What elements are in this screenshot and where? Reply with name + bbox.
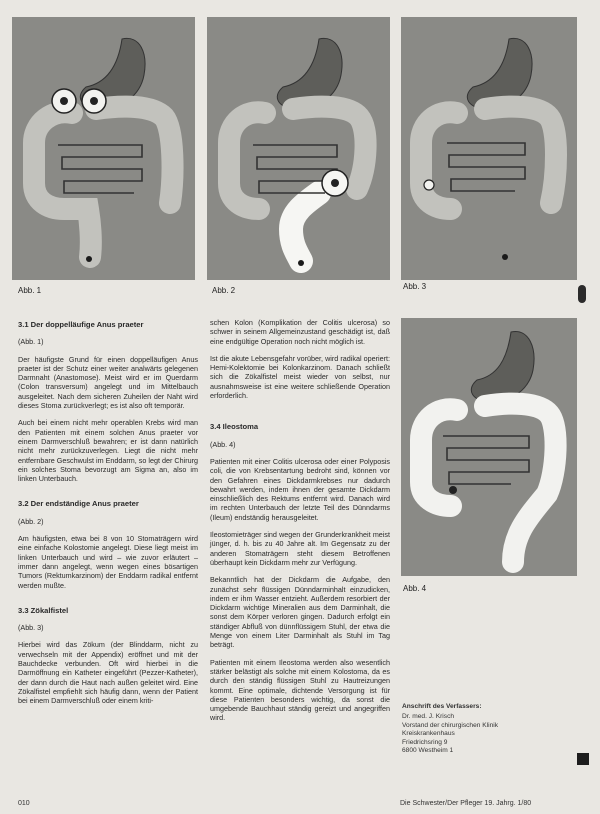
paragraph: Der häufigste Grund für einen doppelläufigen Anus praeter ist der Schutz einer weiter analwärts gelegenen Darmnaht (Anastomose). Meist wird er im Querdarm (Colon transversum) angelegt und im Mittelbauch ausgeleitet. Nach dem sicheren Zuheilen der Naht wird dieses Stoma zurückverlegt; es ist also oft temporär. [18,354,198,411]
author-line: Vorstand der chirurgischen Klinik [402,721,499,729]
author-line: Dr. med. J. Krisch [402,713,455,721]
paragraph: Ileostomieträger sind wegen der Grunderkrankheit meist jünger, d. h. bis zu 40 Jahre alt. Im Gegensatz zu der anderen Stomaträgern steht diesem Betroffenen überhaupt kein Dickdarm mehr zur Verfügung. [210,530,390,567]
section-heading: 3.4 Ileostoma [210,422,259,432]
paragraph: Hierbei wird das Zökum (der Blinddarm, nicht zu verwechseln mit der Appendix) eröffnet und mit der Bauchdecke verbunden. Oft wird hierbei in die Darmöffnung ein Katheter eingeführt (Pezzer-Katheter), der dann durch die Haut nach außen geleitet wird. Eine Zökalfistel empfiehlt sich häufig dann, wenn der Patient bei einem Darmverschluß oder einem kriti- [18,640,198,706]
figure-1-anus-praeter-double [12,17,195,280]
intestine-illustration [401,318,577,576]
section-3-4 [210,422,390,722]
paragraph: Bekanntlich hat der Dickdarm die Aufgabe, den zunächst sehr flüssigen Dünndarminhalt einzudicken, indem er ihm Wasser entzieht. Außerdem resorbiert der Dickdarm wichtige Mineralien aus dem Darminhalt, die sonst dem Körper verloren gingen. Dadurch erfolgt ein ständiger Abfluß von dünnflüssigem Stuhl, der etwa die Menge von einem Liter Darminhalt als Stuhl im Tag beträgt. [210,575,390,650]
intestine-illustration [12,17,195,280]
section-3-3 [18,606,198,706]
author-line: Kreiskrankenhaus [402,730,455,738]
author-title: Anschrift des Verfassers: [402,703,482,710]
intestine-illustration [401,17,577,280]
figure-4-caption: Abb. 4 [403,584,427,593]
figure-2-caption: Abb. 2 [212,286,236,295]
section-heading: 3.2 Der endständige Anus praeter [18,499,139,509]
section-3-1 [18,320,198,483]
section-3-2 [18,499,198,589]
author-address [402,703,562,755]
section-figure-ref: (Abb. 4) [210,439,236,449]
figure-4-ileostoma [401,318,577,576]
section-heading: 3.3 Zökalfistel [18,605,69,615]
paragraph: Auch bei einem nicht mehr operablen Krebs wird man den Patienten mit einem solchen Anus praeter vor einem Darmverschluß bewahren; er ist dann natürlich nicht mehr zurückzuverlegen. Liegt die nicht mehr entfernbare Geschwulst im Enddarm, so legt der Chirurg ein solches Stoma bevorzugt am Sigma an, also im linken Unterbauch. [18,418,198,484]
author-line: Friedrichsring 9 [402,738,448,746]
figure-3-zoekalfistel [401,17,577,280]
section-heading: 3.1 Der doppelläufige Anus praeter [18,320,144,329]
page-number: 010 [18,800,30,807]
section-figure-ref: (Abb. 1) [18,337,44,347]
paragraph: Patienten mit einer Colitis ulcerosa oder einer Polyposis coli, die von Krebsentartung bedroht sind, können vor den Gefahren eines Dickdarmkrebses nur dadurch bewahrt werden, indem ihnen der gesamte Dickdarm einschließlich des Rektums entfernt wird. Danach wird im rechten Unterbauch der letzte Teil des Dünndarms (Ileum) endständig herausgeleitet. [210,456,390,522]
paragraph: Am häufigsten, etwa bei 8 von 10 Stomaträgern wird eine einfache Kolostomie angelegt. Diese liegt meist im linken Unterbauch und wird – wie zuvor erläutert – immer dann angelegt, wenn wegen eines bösartigen Tumors (Rektumkarzinom) der Enddarm radikal entfernt werden mußte. [18,534,198,590]
figure-3-caption: Abb. 3 [403,282,427,291]
text-column-1 [18,320,198,722]
section-figure-ref: (Abb. 2) [18,516,44,526]
page-edge-mark [578,285,586,303]
intestine-illustration [207,17,390,280]
figure-1-caption: Abb. 1 [18,286,42,295]
paragraph: schen Kolon (Komplikation der Colitis ulcerosa) so schwer in seinem Allgemeinzustand geschädigt ist, daß eine endgültige Operation noch nicht möglich ist. [210,318,390,346]
paragraph: Patienten mit einem Ileostoma werden also wesentlich stärker belästigt als solche mit einem Kolostoma, da es durch den ständig flüssigen Stuhl zu Hautreizungen kommt. Eine optimale, dichtende Versorgung ist für diese Patienten besonders wichtig, da sonst die umgebende Bauchhaut ständig gereizt und angegriffen wird. [210,657,390,723]
end-of-article-mark [577,753,589,765]
section-figure-ref: (Abb. 3) [18,623,44,633]
paragraph: Ist die akute Lebensgefahr vorüber, wird radikal operiert: Hemi-Kolektomie bei Kolonkarzinom. Danach schließt sich die Zökalfistel meist wieder von selbst, nur ausnahmsweise ist eine weitere schließende Operation erforderlich. [210,353,390,401]
text-column-2 [210,318,390,731]
figure-2-anus-praeter-end [207,17,390,280]
author-line: 6800 Westheim 1 [402,747,454,755]
journal-footer: Die Schwester/Der Pfleger 19. Jahrg. 1/80 [400,800,532,807]
